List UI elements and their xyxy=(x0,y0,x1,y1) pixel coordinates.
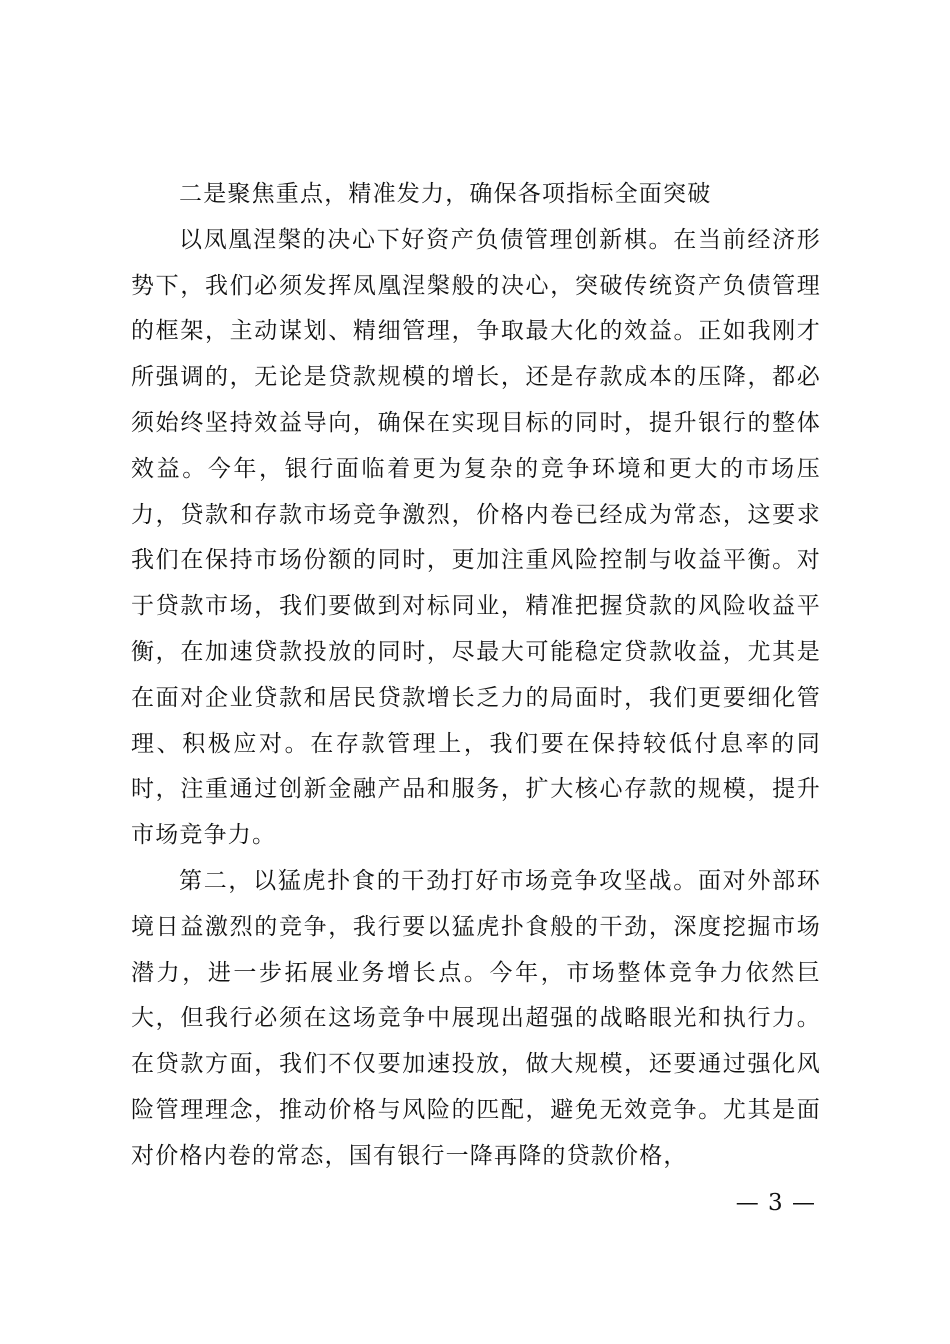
paragraph-market-competition: 第二，以猛虎扑食的干劲打好市场竞争攻坚战。面对外部环境日益激烈的竞争，我行要以猛虎扑食般的干劲，深度挖掘市场潜力，进一步拓展业务增长点。今年，市场整体竞争力依然巨大，但我行必须在这场竞争中展现出超强的战略眼光和执行力。在贷款方面，我们不仅要加速投放，做大规模，还要通过强化风险管理理念，推动价格与风险的匹配，避免无效竞争。尤其是面对价格内卷的常态，国有银行一降再降的贷款价格， xyxy=(131,867,821,1169)
section-heading: 二是聚焦重点，精准发力，确保各项指标全面突破 xyxy=(179,181,712,207)
paragraph-asset-liability: 以凤凰涅槃的决心下好资产负债管理创新棋。在当前经济形势下，我们必须发挥凤凰涅槃般的决心，突破传统资产负债管理的框架，主动谋划、精细管理，争取最大化的效益。正如我刚才所强调的，无论是贷款规模的增长，还是存款成本的压降，都必须始终坚持效益导向，确保在实现目标的同时，提升银行的整体效益。今年，银行面临着更为复杂的竞争环境和更大的市场压力，贷款和存款市场竞争激烈，价格内卷已经成为常态，这要求我们在保持市场份额的同时，更加注重风险控制与收益平衡。对于贷款市场，我们要做到对标同业，精准把握贷款的风险收益平衡，在加速贷款投放的同时，尽最大可能稳定贷款收益，尤其是在面对企业贷款和居民贷款增长乏力的局面时，我们更要细化管理、积极应对。在存款管理上，我们要在保持较低付息率的同时，注重通过创新金融产品和服务，扩大核心存款的规模，提升市场竞争力。 xyxy=(131,226,821,849)
page-number: — 3 — xyxy=(735,1190,816,1216)
document-body xyxy=(131,172,821,1180)
